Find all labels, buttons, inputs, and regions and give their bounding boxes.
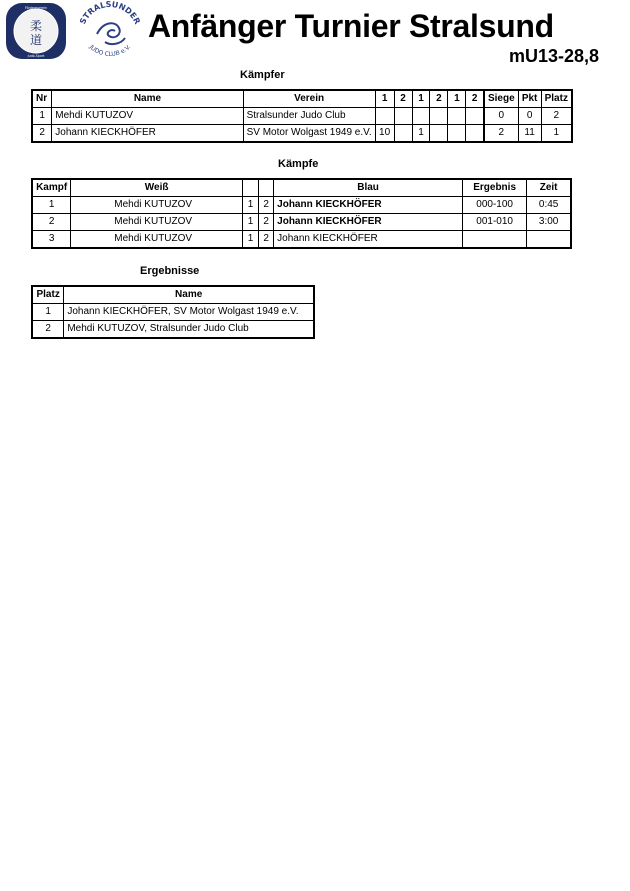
- fight-blue: Johann KIECKHÖFER: [274, 214, 463, 231]
- result-name: Johann KIECKHÖFER, SV Motor Wolgast 1949 e.V.: [64, 304, 314, 321]
- svg-text:Fördereverein: Fördereverein: [24, 6, 48, 10]
- fighter-score: [394, 108, 412, 125]
- fighter-name: Johann KIECKHÖFER: [52, 125, 243, 143]
- fighter-score: 10: [375, 125, 394, 143]
- fight-result: 001-010: [462, 214, 526, 231]
- col-round-1a: 1: [375, 90, 394, 108]
- result-place: 2: [32, 321, 64, 339]
- col-results-name: Name: [64, 286, 314, 304]
- fights-section-title: Kämpfe: [278, 158, 319, 170]
- fight-no: 1: [32, 197, 71, 214]
- svg-text:STRALSUNDER: STRALSUNDER: [78, 0, 142, 26]
- fighters-table: [31, 89, 573, 143]
- table-row: [32, 214, 571, 231]
- results-table: [31, 285, 315, 339]
- col-club: Verein: [243, 90, 375, 108]
- judo-association-logo: [5, 2, 67, 60]
- svg-text:Judo-Sport: Judo-Sport: [27, 54, 45, 58]
- col-white-score: [243, 179, 259, 197]
- col-round-3b: 2: [466, 90, 484, 108]
- col-fight-no: Kampf: [32, 179, 71, 197]
- fight-time: 0:45: [527, 197, 571, 214]
- fighters-section-title: Kämpfer: [240, 69, 285, 81]
- col-round-2a: 1: [412, 90, 430, 108]
- fighter-wins: 0: [484, 108, 518, 125]
- results-header-row: [32, 286, 314, 304]
- fight-white-mark: 1: [243, 231, 259, 249]
- fighter-wins: 2: [484, 125, 518, 143]
- fighter-nr: 1: [32, 108, 52, 125]
- fighter-score: [430, 125, 448, 143]
- fighter-score: [448, 125, 466, 143]
- table-row: [32, 304, 314, 321]
- table-row: [32, 321, 314, 339]
- fighter-points: 0: [518, 108, 541, 125]
- col-time: Zeit: [527, 179, 571, 197]
- fight-no: 2: [32, 214, 71, 231]
- fighter-score: [394, 125, 412, 143]
- fighter-score: [448, 108, 466, 125]
- tournament-title: Anfänger Turnier Stralsund: [148, 8, 554, 44]
- col-points: Pkt: [518, 90, 541, 108]
- col-round-3a: 1: [448, 90, 466, 108]
- fight-blue: Johann KIECKHÖFER: [274, 231, 463, 249]
- fight-result: 000-100: [462, 197, 526, 214]
- col-blue: Blau: [274, 179, 463, 197]
- col-blue-score: [259, 179, 274, 197]
- result-name: Mehdi KUTUZOV, Stralsunder Judo Club: [64, 321, 314, 339]
- table-row: [32, 108, 572, 125]
- fighter-points: 11: [518, 125, 541, 143]
- fight-white: Mehdi KUTUZOV: [71, 214, 243, 231]
- fight-blue: Johann KIECKHÖFER: [274, 197, 463, 214]
- col-nr: Nr: [32, 90, 52, 108]
- fighter-score: [466, 125, 484, 143]
- fight-result: [462, 231, 526, 249]
- fight-white-mark: 1: [243, 214, 259, 231]
- fights-header-row: [32, 179, 571, 197]
- col-round-2b: 2: [430, 90, 448, 108]
- fighter-club: SV Motor Wolgast 1949 e.V.: [243, 125, 375, 143]
- col-wins: Siege: [484, 90, 518, 108]
- fight-no: 3: [32, 231, 71, 249]
- fight-blue-mark: 2: [259, 197, 274, 214]
- fight-blue-mark: 2: [259, 231, 274, 249]
- fights-table: [31, 178, 572, 249]
- fighter-score: [412, 108, 430, 125]
- fight-time: 3:00: [527, 214, 571, 231]
- result-place: 1: [32, 304, 64, 321]
- fighter-club: Stralsunder Judo Club: [243, 108, 375, 125]
- fight-white-mark: 1: [243, 197, 259, 214]
- results-section-title: Ergebnisse: [140, 265, 200, 277]
- fighter-score: [375, 108, 394, 125]
- col-results-place: Platz: [32, 286, 64, 304]
- table-row: [32, 125, 572, 143]
- fight-white: Mehdi KUTUZOV: [71, 231, 243, 249]
- fighters-header-row: [32, 90, 572, 108]
- weight-category: mU13-28,8: [508, 46, 599, 66]
- fighter-nr: 2: [32, 125, 52, 143]
- svg-text:JUDO CLUB e.V.: JUDO CLUB e.V.: [87, 43, 133, 58]
- col-place: Platz: [541, 90, 572, 108]
- table-row: [32, 197, 571, 214]
- fighter-name: Mehdi KUTUZOV: [52, 108, 243, 125]
- fighter-score: [430, 108, 448, 125]
- stralsunder-judo-club-logo: [75, 0, 145, 60]
- fight-time: [527, 231, 571, 249]
- table-row: [32, 231, 571, 249]
- svg-text:道: 道: [29, 33, 43, 47]
- fight-blue-mark: 2: [259, 214, 274, 231]
- fight-white: Mehdi KUTUZOV: [71, 197, 243, 214]
- fighter-score: 1: [412, 125, 430, 143]
- col-white: Weiß: [71, 179, 243, 197]
- col-name: Name: [52, 90, 243, 108]
- fighter-place: 1: [541, 125, 572, 143]
- col-round-1b: 2: [394, 90, 412, 108]
- fighter-place: 2: [541, 108, 572, 125]
- fighter-score: [466, 108, 484, 125]
- svg-text:柔: 柔: [29, 19, 43, 33]
- col-result: Ergebnis: [462, 179, 526, 197]
